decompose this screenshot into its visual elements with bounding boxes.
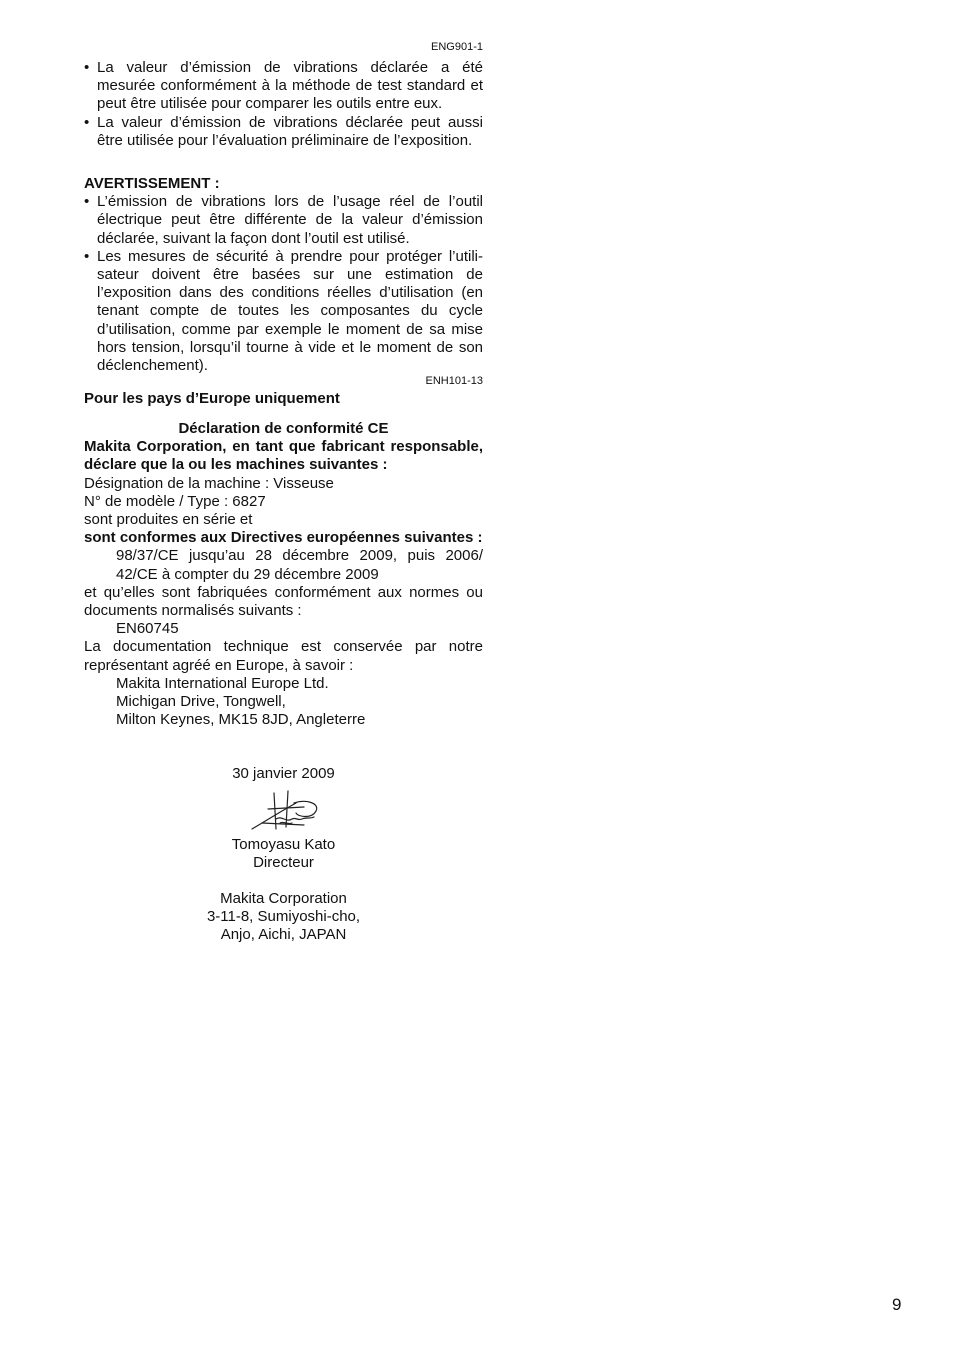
europe-only-heading: Pour les pays d’Europe uniquement — [84, 390, 340, 407]
vibration-code: ENG901-1 — [431, 41, 483, 53]
vibration-section — [84, 59, 483, 150]
machine-designation: Désignation de la machine : Visseuse — [84, 474, 334, 492]
documentation-intro: La documentation technique est conservée par notre représentant agréé en Europe, à savoir : — [84, 638, 483, 674]
date-line — [84, 765, 483, 783]
warning-heading: AVERTISSEMENT : — [84, 175, 220, 192]
company-address-line: Makita Corporation — [220, 890, 347, 907]
page-number: 9 — [892, 1295, 902, 1314]
signer-block — [84, 836, 483, 872]
company-address-line: 3-11-8, Sumiyoshi-cho, — [206, 908, 361, 926]
list-item — [84, 248, 483, 375]
rep-address-line: Milton Keynes, MK15 8JD, Angleterre — [116, 711, 366, 729]
vibration-list — [84, 59, 483, 150]
bullet-text: La valeur d’émission de vibrations déclarée peut aussi être utilisée pour l’évaluation préliminaire de l’exposition. — [97, 113, 483, 149]
declaration-date: 30 janvier 2009 — [232, 765, 335, 782]
declaration-code: ENH101-13 — [425, 375, 483, 387]
list-item — [84, 193, 483, 248]
declaration-section — [84, 420, 483, 729]
bullet-text: Les mesures de sécurité à prendre pour protéger l’utilisateur doivent être basées sur une estimation de l’exposition dans des conditions réelles d’utilisation (en tenant compte de toutes les composantes du cycle d’utilisation, comme par exemple le moment de sa mise hors tension, lorsqu’il tourne à vide et le moment de son déclenchement). — [97, 247, 483, 375]
signer-name: Tomoyasu Kato — [231, 836, 336, 853]
standard-text: EN60745 — [116, 620, 179, 638]
company-address-line: Anjo, Aichi, JAPAN — [220, 926, 347, 944]
bullet-icon: • — [84, 247, 90, 265]
rep-address-line: Michigan Drive, Tongwell, — [116, 693, 286, 711]
rep-address-line: Makita International Europe Ltd. — [116, 674, 329, 692]
bullet-icon: • — [84, 113, 90, 131]
list-item — [84, 59, 483, 114]
directives-text: 98/37/CE jusqu’au 28 décembre 2009, puis 2006/ 42/CE à compter du 29 décembre 2009 — [116, 547, 483, 583]
declaration-title: Déclaration de conformité CE — [178, 420, 389, 437]
bullet-icon: • — [84, 193, 90, 211]
signer-title: Directeur — [253, 854, 314, 872]
signature-image — [246, 789, 326, 833]
directives-heading: sont conformes aux Directives européennes suivantes : — [84, 529, 483, 547]
declaration-intro: Makita Corporation, en tant que fabricant responsable, déclare que la ou les machines suivantes : — [84, 438, 483, 474]
company-address-block — [84, 890, 483, 945]
standards-intro: et qu’elles sont fabriquées conformément aux normes ou documents normalisés suivants : — [84, 583, 483, 620]
series-text: sont produites en série et — [84, 511, 253, 529]
list-item — [84, 114, 483, 150]
bullet-text: La valeur d’émission de vibrations déclarée a été mesurée conformément à la méthode de test standard et peut être utilisée pour comparer les outils entre eux. — [97, 59, 483, 113]
bullet-text: L’émission de vibrations lors de l’usage réel de l’outil électrique peut être différente de la valeur d’émission déclarée, suivant la façon dont l’outil est utilisé. — [97, 193, 483, 247]
bullet-icon: • — [84, 59, 90, 76]
europe-only-heading-wrap — [84, 390, 483, 408]
warning-section — [84, 175, 483, 375]
warning-list — [84, 193, 483, 375]
model-type: N° de modèle / Type : 6827 — [84, 492, 266, 510]
